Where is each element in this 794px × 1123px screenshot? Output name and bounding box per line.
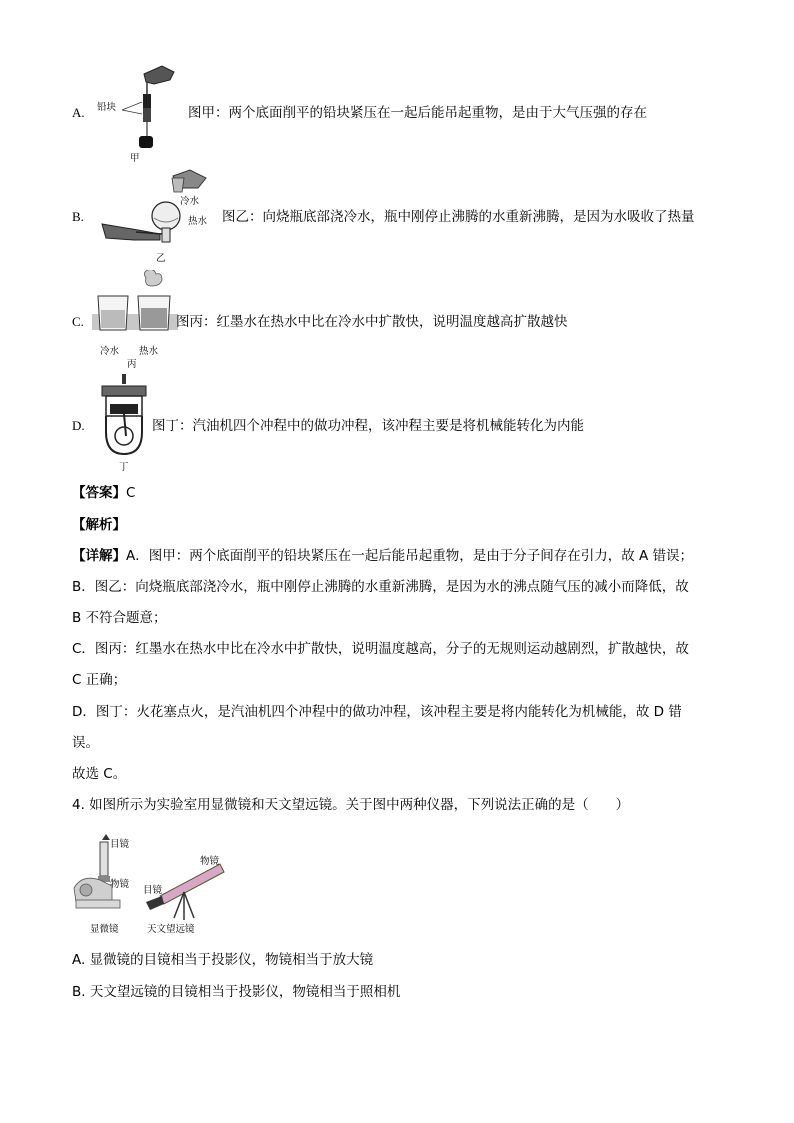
microscope-objective-label: 物镜	[110, 879, 130, 890]
detail-line-1	[72, 547, 693, 565]
flask-figure	[98, 166, 218, 248]
telescope-eyepiece-label: 目镜	[143, 885, 163, 896]
detail-line-5: C 正确；	[72, 672, 127, 688]
figure-b-caption: 乙	[156, 253, 166, 264]
lead-block-label: 铅块	[97, 102, 117, 113]
analysis-label: 【解析】	[72, 517, 126, 533]
option-b-text: 图乙：向烧瓶底部浇冷水，瓶中刚停止沸腾的水重新沸腾，是因为水吸收了热量	[222, 209, 695, 225]
microscope-eyepiece-label: 目镜	[110, 839, 130, 850]
option-a-text: 图甲：两个底面削平的铅块紧压在一起后能吊起重物，是由于大气压强的存在	[188, 105, 647, 121]
question-4-stem: 4. 如图所示为实验室用显微镜和天文望远镜。关于图中两种仪器，下列说法正确的是（ ）	[72, 797, 630, 813]
question-4-option-a: A. 显微镜的目镜相当于投影仪，物镜相当于放大镜	[72, 952, 374, 968]
detail-line-3: B 不符合题意；	[72, 610, 167, 626]
hot-water-label-b: 热水	[188, 216, 208, 227]
answer-line	[72, 484, 135, 502]
option-d-text: 图丁：汽油机四个冲程中的做功冲程，该冲程主要是将机械能转化为内能	[152, 418, 584, 434]
detail-label: 【详解】	[72, 548, 126, 564]
option-d-letter: D.	[72, 418, 85, 433]
figure-a-caption: 甲	[130, 153, 140, 164]
instruments-figure	[72, 830, 232, 938]
figure-d-caption: 丁	[119, 462, 129, 473]
detail-line-8: 故选 C。	[72, 766, 127, 782]
detail-line-7: 误。	[72, 735, 99, 751]
option-b-letter: B.	[72, 209, 84, 224]
cold-water-label-c: 冷水	[100, 346, 120, 357]
lead-block-figure	[92, 62, 182, 166]
cold-water-label-b: 冷水	[180, 196, 200, 207]
option-c-text: 图丙：红墨水在热水中比在冷水中扩散快，说明温度越高扩散越快	[176, 314, 568, 330]
telescope-objective-label: 物镜	[200, 856, 220, 867]
option-a-letter: A.	[72, 105, 85, 120]
detail-line-4: C．图丙：红墨水在热水中比在冷水中扩散快，说明温度越高，分子的无规则运动越剧烈，扩散越快，故	[72, 641, 689, 657]
answer-value: C	[126, 485, 136, 501]
telescope-caption: 天文望远镜	[147, 924, 195, 935]
hot-water-label-c: 热水	[139, 346, 159, 357]
question-4-option-b: B. 天文望远镜的目镜相当于投影仪，物镜相当于照相机	[72, 984, 401, 1000]
detail-text-1: A．图甲：两个底面削平的铅块紧压在一起后能吊起重物，是由于分子间存在引力，故 A 错误；	[126, 548, 694, 564]
beakers-figure	[92, 270, 178, 346]
figure-c-caption: 丙	[127, 359, 137, 370]
option-c-letter: C.	[72, 314, 84, 329]
detail-line-6: D．图丁：火花塞点火，是汽油机四个冲程中的做功冲程，该冲程主要是将内能转化为机械能，故 D 错	[72, 704, 682, 720]
engine-figure	[98, 374, 150, 460]
answer-label: 【答案】	[72, 485, 126, 501]
detail-line-2: B．图乙：向烧瓶底部浇冷水，瓶中刚停止沸腾的水重新沸腾，是因为水的沸点随气压的减小而降低，故	[72, 579, 689, 595]
microscope-caption: 显微镜	[90, 924, 119, 935]
